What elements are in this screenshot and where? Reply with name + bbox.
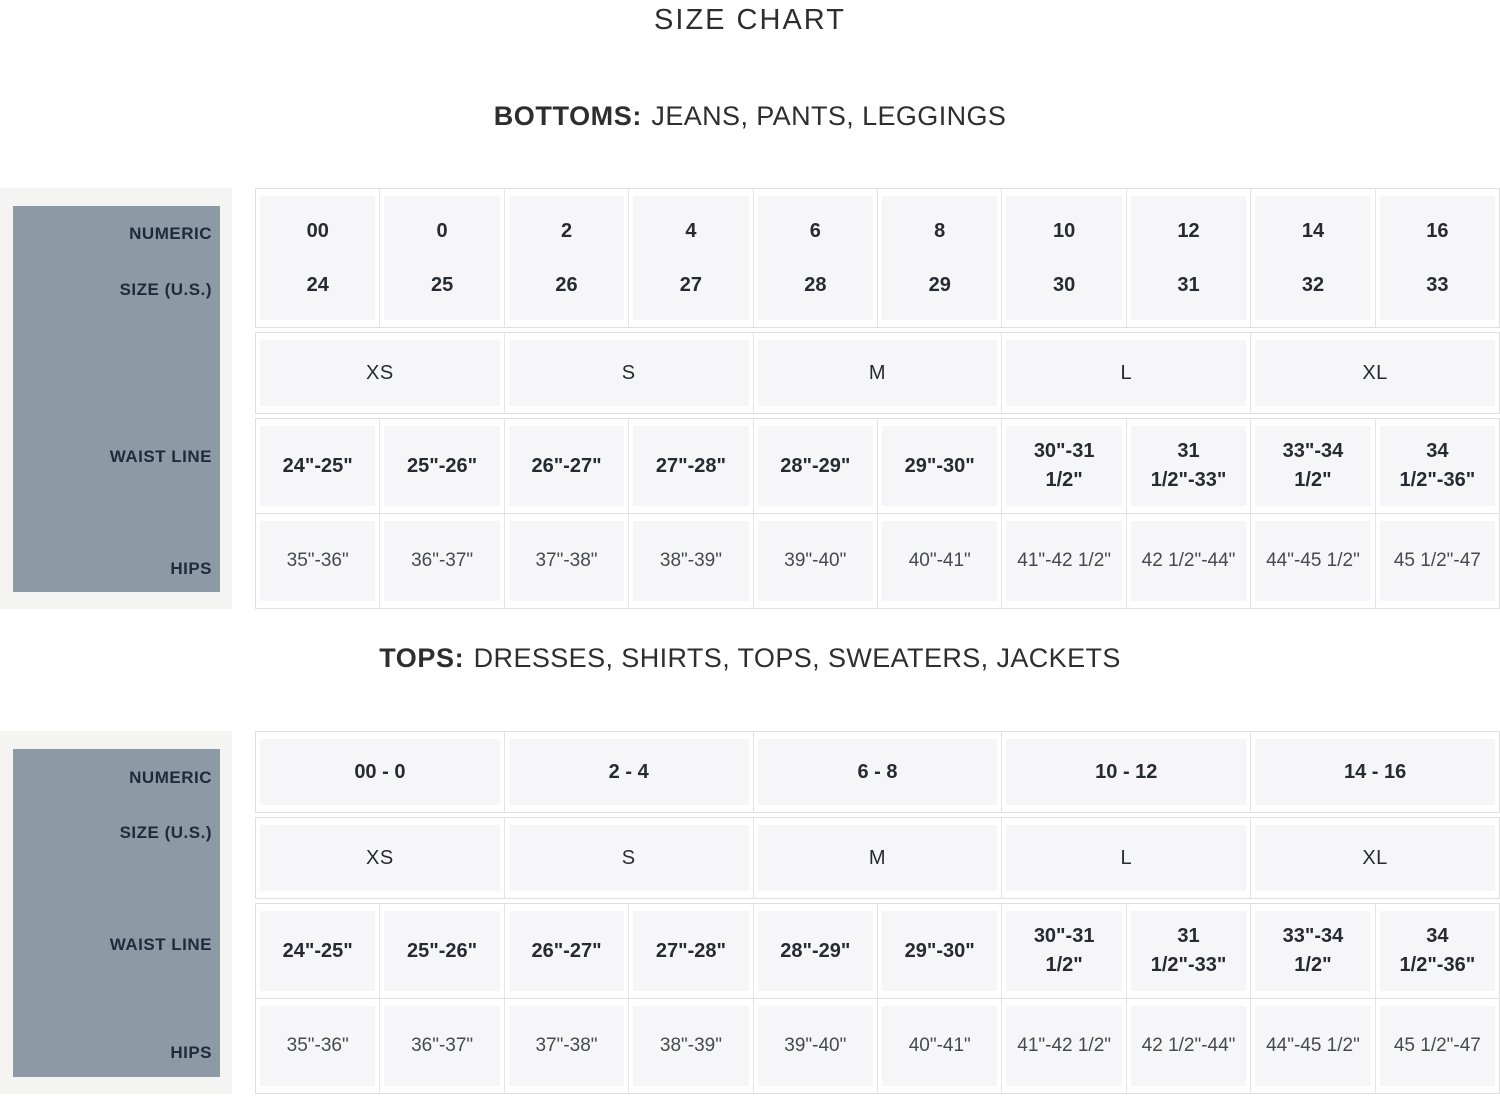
hips-value: 44"-45 1/2" (1266, 1034, 1360, 1056)
bottoms-heading-category: BOTTOMS: (493, 101, 642, 131)
hips-cell-panel (758, 1006, 873, 1086)
waist-cell-panel (260, 426, 375, 506)
hips-cell (1250, 514, 1374, 608)
hips-value: 37"-38" (535, 549, 598, 571)
waist-value: 24"-25" (282, 939, 353, 962)
numeric-size-value: 24 (306, 273, 329, 296)
tops-waist-line-row (255, 903, 1500, 999)
page-title: SIZE CHART (654, 4, 846, 36)
hips-cell-panel (1006, 521, 1121, 601)
waist-cell-panel (1006, 426, 1121, 506)
waist-cell (256, 419, 379, 513)
letter-size-cell-panel (509, 825, 749, 891)
waist-cell (628, 419, 752, 513)
hips-cell (256, 999, 379, 1093)
bottoms-letter-size-row (255, 332, 1500, 414)
hips-value: 38"-39" (659, 549, 722, 571)
numeric-size-value: 16 (1426, 219, 1449, 242)
waist-value: 31 1/2"-33" (1150, 925, 1227, 976)
letter-size-cell (256, 333, 504, 413)
numeric-size-cell (1250, 732, 1499, 812)
numeric-size-value: 27 (679, 273, 703, 296)
numeric-size-cell-panel (882, 196, 997, 320)
waist-cell (1126, 419, 1250, 513)
numeric-size-cell (753, 189, 877, 327)
numeric-size-cell (504, 189, 628, 327)
hips-value: 37"-38" (535, 1034, 598, 1056)
hips-value: 36"-37" (411, 549, 474, 571)
letter-size-value: S (621, 846, 636, 869)
hips-cell (753, 514, 877, 608)
waist-value: 25"-26" (407, 939, 478, 962)
hips-cell-panel (384, 521, 499, 601)
letter-size-cell-panel (1006, 825, 1246, 891)
waist-value: 30"-31 1/2" (1033, 440, 1095, 491)
letter-size-cell (504, 333, 753, 413)
hips-cell-panel (260, 1006, 375, 1086)
hips-cell-panel (882, 521, 997, 601)
hips-label: HIPS (170, 1043, 212, 1062)
hips-cell (1375, 514, 1499, 608)
hips-cell (379, 514, 503, 608)
waist-cell-panel (509, 426, 624, 506)
waist-line-label: WAIST LINE (109, 447, 212, 466)
numeric-size-cell-panel (1131, 196, 1246, 320)
hips-cell (504, 999, 628, 1093)
numeric-size-value: 28 (804, 273, 827, 296)
hips-value: 44"-45 1/2" (1266, 549, 1360, 571)
waist-value: 30"-31 1/2" (1033, 925, 1095, 976)
letter-size-cell-panel (1006, 340, 1246, 406)
waist-value: 28"-29" (780, 939, 851, 962)
tops-numeric-size-row (255, 731, 1500, 813)
waist-cell-panel (633, 911, 748, 991)
waist-cell (1001, 904, 1125, 998)
numeric-size-label-line1: NUMERIC (129, 768, 212, 787)
waist-value: 29"-30" (904, 939, 975, 962)
numeric-size-cell (504, 732, 753, 812)
hips-value: 35"-36" (286, 1034, 349, 1056)
hips-value: 42 1/2"-44" (1141, 549, 1236, 571)
hips-cell (628, 999, 752, 1093)
letter-size-cell (1250, 818, 1499, 898)
letter-size-cell-panel (1255, 825, 1495, 891)
hips-cell-panel (882, 1006, 997, 1086)
letter-size-cell (753, 333, 1002, 413)
hips-value: 40"-41" (908, 549, 971, 571)
letter-size-cell-panel (260, 340, 500, 406)
numeric-size-cell-panel (260, 739, 500, 805)
hips-cell (628, 514, 752, 608)
numeric-size-cell (628, 189, 752, 327)
letter-size-value: M (868, 361, 887, 384)
tops-size-chart (0, 731, 1500, 1094)
letter-size-cell-panel (509, 340, 749, 406)
waist-value: 25"-26" (407, 454, 478, 477)
waist-cell (1126, 904, 1250, 998)
letter-size-cell (504, 818, 753, 898)
numeric-size-cell-panel (1006, 196, 1121, 320)
numeric-size-value: 30 (1053, 273, 1076, 296)
hips-cell (753, 999, 877, 1093)
letter-size-value: M (868, 846, 887, 869)
letter-size-cell (1250, 333, 1499, 413)
letter-size-cell-panel (758, 340, 998, 406)
hips-cell (1250, 999, 1374, 1093)
numeric-size-cell-panel (758, 196, 873, 320)
tops-heading-items: DRESSES, SHIRTS, TOPS, SWEATERS, JACKETS (473, 643, 1121, 673)
bottoms-hips-row (255, 513, 1500, 609)
numeric-size-cell (1001, 189, 1125, 327)
hips-cell-panel (509, 1006, 624, 1086)
hips-value: 42 1/2"-44" (1141, 1034, 1236, 1056)
letter-size-value: XL (1362, 361, 1388, 384)
waist-value: 34 1/2"-36" (1399, 925, 1476, 976)
numeric-size-value: 6 (809, 219, 821, 242)
letter-size-cell-panel (1255, 340, 1495, 406)
waist-cell (1375, 904, 1499, 998)
numeric-size-value: 6 - 8 (857, 760, 898, 783)
waist-value: 29"-30" (904, 454, 975, 477)
waist-cell (256, 904, 379, 998)
numeric-size-value: 4 (685, 219, 697, 242)
hips-value: 40"-41" (908, 1034, 971, 1056)
numeric-size-value: 25 (430, 273, 454, 296)
hips-cell-panel (1380, 1006, 1495, 1086)
waist-cell-panel (882, 426, 997, 506)
hips-value: 41"-42 1/2" (1017, 549, 1112, 571)
waist-cell (877, 419, 1001, 513)
waist-cell-panel (260, 911, 375, 991)
waist-line-label: WAIST LINE (109, 935, 212, 954)
letter-size-cell (753, 818, 1002, 898)
numeric-size-cell-panel (1006, 739, 1246, 805)
numeric-size-cell-panel (1255, 196, 1370, 320)
numeric-size-cell (1126, 189, 1250, 327)
bottoms-heading (0, 101, 1500, 132)
hips-value: 39"-40" (784, 549, 847, 571)
hips-cell-panel (1380, 521, 1495, 601)
numeric-size-cell-panel (633, 196, 748, 320)
tops-grid (255, 731, 1500, 1094)
waist-cell-panel (509, 911, 624, 991)
waist-cell (1250, 904, 1374, 998)
numeric-size-value: 31 (1177, 273, 1200, 296)
hips-cell-panel (1006, 1006, 1121, 1086)
waist-cell (504, 904, 628, 998)
hips-cell-panel (633, 1006, 748, 1086)
hips-cell (877, 999, 1001, 1093)
waist-cell-panel (1131, 911, 1246, 991)
numeric-size-label-line1: NUMERIC (129, 224, 212, 243)
bottoms-row-labels-sidebar (0, 188, 232, 609)
waist-cell-panel (633, 426, 748, 506)
hips-cell (1375, 999, 1499, 1093)
tops-letter-size-row (255, 817, 1500, 899)
numeric-size-cell (1375, 189, 1499, 327)
waist-cell (753, 904, 877, 998)
numeric-size-cell-panel (260, 196, 375, 320)
numeric-size-cell (753, 732, 1002, 812)
bottoms-heading-items: JEANS, PANTS, LEGGINGS (651, 101, 1007, 131)
numeric-size-cell-panel (1380, 196, 1495, 320)
waist-value: 27"-28" (655, 939, 726, 962)
hips-cell-panel (384, 1006, 499, 1086)
bottoms-waist-line-row (255, 418, 1500, 514)
hips-cell (1126, 514, 1250, 608)
numeric-size-cell-panel (509, 739, 749, 805)
waist-value: 28"-29" (780, 454, 851, 477)
hips-cell-panel (260, 521, 375, 601)
waist-value: 31 1/2"-33" (1150, 440, 1227, 491)
waist-cell-panel (1131, 426, 1246, 506)
numeric-size-cell (379, 189, 503, 327)
tops-row-labels-sidebar (0, 731, 232, 1094)
hips-value: 39"-40" (784, 1034, 847, 1056)
tops-row-labels-box (13, 749, 220, 1077)
numeric-size-value: 00 (306, 219, 329, 242)
numeric-size-label-line2: SIZE (U.S.) (119, 280, 212, 299)
waist-cell (628, 904, 752, 998)
waist-cell (1250, 419, 1374, 513)
hips-cell (877, 514, 1001, 608)
letter-size-value: XL (1362, 846, 1388, 869)
waist-cell (877, 904, 1001, 998)
waist-cell-panel (1255, 426, 1370, 506)
hips-cell (256, 514, 379, 608)
waist-value: 26"-27" (531, 454, 602, 477)
hips-cell (504, 514, 628, 608)
numeric-size-cell-panel (1255, 739, 1495, 805)
numeric-size-cell-panel (509, 196, 624, 320)
numeric-size-cell (256, 732, 504, 812)
hips-cell-panel (1131, 1006, 1246, 1086)
bottoms-numeric-size-row (255, 188, 1500, 328)
hips-cell (379, 999, 503, 1093)
numeric-size-value: 29 (928, 273, 951, 296)
hips-cell-panel (758, 521, 873, 601)
hips-cell (1001, 514, 1125, 608)
bottoms-row-labels-box (13, 206, 220, 592)
numeric-size-value: 14 - 16 (1343, 760, 1407, 783)
waist-value: 34 1/2"-36" (1399, 440, 1476, 491)
numeric-size-value: 26 (555, 273, 578, 296)
letter-size-cell (1001, 333, 1250, 413)
numeric-size-label-line2: SIZE (U.S.) (119, 823, 212, 842)
letter-size-value: XS (366, 361, 394, 384)
letter-size-cell-panel (260, 825, 500, 891)
waist-cell (753, 419, 877, 513)
numeric-size-value: 8 (934, 219, 946, 242)
waist-value: 26"-27" (531, 939, 602, 962)
hips-cell-panel (509, 521, 624, 601)
numeric-size-cell (1250, 189, 1374, 327)
waist-cell (504, 419, 628, 513)
numeric-size-cell-panel (384, 196, 499, 320)
tops-heading-category: TOPS: (379, 643, 465, 673)
hips-value: 36"-37" (411, 1034, 474, 1056)
hips-label: HIPS (170, 559, 212, 578)
hips-value: 41"-42 1/2" (1017, 1034, 1112, 1056)
waist-cell-panel (1380, 911, 1495, 991)
letter-size-cell (256, 818, 504, 898)
hips-value: 38"-39" (659, 1034, 722, 1056)
waist-cell (1001, 419, 1125, 513)
waist-cell-panel (1380, 426, 1495, 506)
hips-cell-panel (1255, 521, 1370, 601)
numeric-size-cell-panel (758, 739, 998, 805)
hips-cell-panel (1131, 521, 1246, 601)
numeric-size-value: 2 (560, 219, 573, 242)
hips-cell-panel (633, 521, 748, 601)
numeric-size-value: 10 - 12 (1095, 760, 1158, 783)
hips-cell (1126, 999, 1250, 1093)
numeric-size-value: 2 - 4 (608, 760, 649, 783)
waist-cell (1375, 419, 1499, 513)
numeric-size-value: 0 (436, 219, 448, 242)
numeric-size-value: 32 (1301, 273, 1325, 296)
letter-size-cell-panel (758, 825, 998, 891)
bottoms-size-chart (0, 188, 1500, 609)
waist-value: 27"-28" (655, 454, 726, 477)
letter-size-value: L (1120, 361, 1133, 384)
letter-size-value: S (621, 361, 636, 384)
waist-cell (379, 904, 503, 998)
numeric-size-cell (1001, 732, 1250, 812)
letter-size-cell (1001, 818, 1250, 898)
waist-value: 33"-34 1/2" (1282, 925, 1344, 976)
tops-hips-row (255, 998, 1500, 1094)
waist-cell-panel (882, 911, 997, 991)
hips-value: 45 1/2"-47 (1393, 1034, 1481, 1056)
hips-cell (1001, 999, 1125, 1093)
numeric-size-cell (256, 189, 379, 327)
waist-cell-panel (758, 426, 873, 506)
waist-cell-panel (1006, 911, 1121, 991)
waist-cell-panel (384, 426, 499, 506)
numeric-size-value: 33 (1426, 273, 1449, 296)
numeric-size-value: 10 (1053, 219, 1076, 242)
tops-heading (0, 643, 1500, 674)
waist-cell-panel (384, 911, 499, 991)
waist-cell-panel (1255, 911, 1370, 991)
numeric-size-value: 14 (1301, 219, 1325, 242)
hips-value: 45 1/2"-47 (1393, 549, 1481, 571)
bottoms-grid (255, 188, 1500, 609)
waist-cell-panel (758, 911, 873, 991)
numeric-size-value: 00 - 0 (354, 760, 406, 783)
hips-value: 35"-36" (286, 549, 349, 571)
waist-value: 24"-25" (282, 454, 353, 477)
waist-cell (379, 419, 503, 513)
numeric-size-cell (877, 189, 1001, 327)
waist-value: 33"-34 1/2" (1282, 440, 1344, 491)
letter-size-value: L (1120, 846, 1133, 869)
hips-cell-panel (1255, 1006, 1370, 1086)
numeric-size-value: 12 (1177, 219, 1200, 242)
letter-size-value: XS (366, 846, 394, 869)
